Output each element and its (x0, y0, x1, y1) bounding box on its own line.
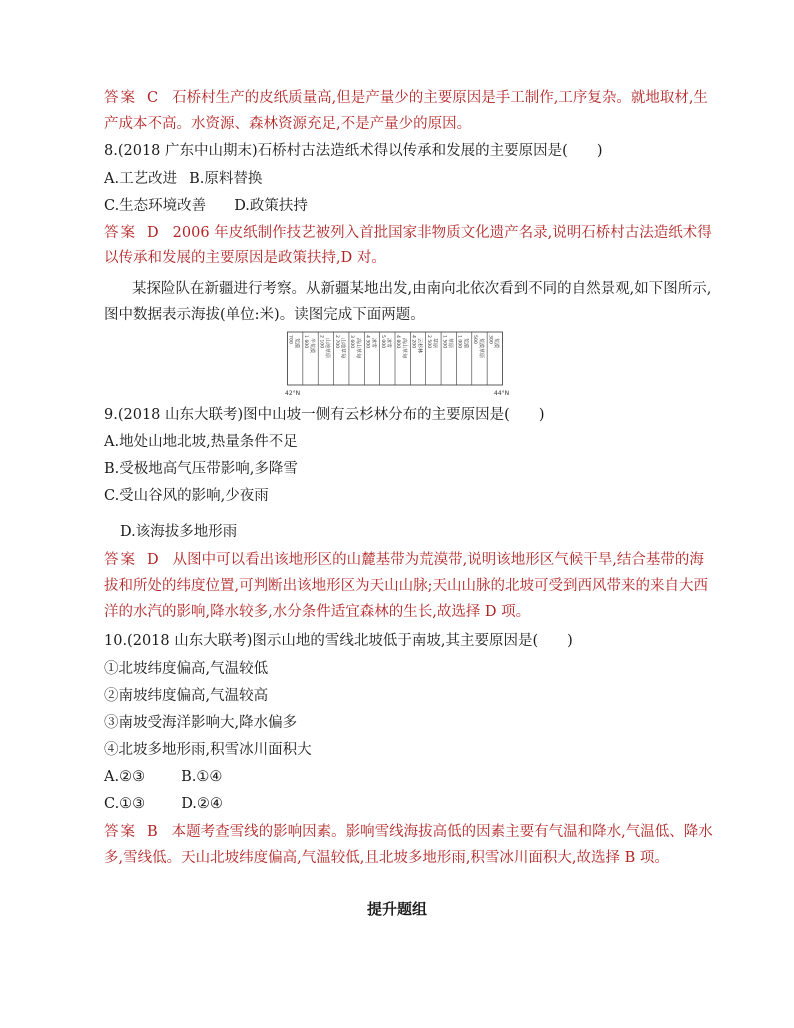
q8-option-b: B.原料替换 (189, 171, 263, 187)
landscape-label: 荒漠草原 (477, 338, 484, 359)
elevation-label: 4 200 (410, 335, 416, 349)
q10-answer-line-2: 多,雪线低。天山北坡纬度偏高,气温较低,且北坡多地形雨,积雪冰川面积大,故选择 B 项。 (104, 850, 669, 866)
answer-label: 答案 (104, 552, 137, 568)
q9-option-b: B.受极地高气压带影响,多降雪 (104, 461, 298, 477)
passage-line-2: 图中数据表示海拔(单位:米)。读图完成下面两题。 (104, 307, 425, 323)
q10-options-row-2 (104, 794, 223, 814)
answer-text: 从图中可以看出该地形区的山麓基带为荒漠带,说明该地形区气候干旱,结合基带的海 (172, 552, 704, 568)
passage-line-1: 某探险队在新疆进行考察。从新疆某地出发,由南向北依次看到不同的自然景观,如下图所示, (132, 281, 712, 297)
elevation-label: 2 700 (333, 335, 339, 349)
answer-label: 答案 (104, 90, 137, 106)
landscape-label: 高山草甸 (354, 338, 361, 359)
elevation-label: 2 100 (318, 335, 324, 349)
q10-item-2: ②南坡纬度偏高,气温较高 (104, 688, 269, 704)
q10-options-row-1 (104, 767, 222, 787)
landscape-label: 山地草甸 (339, 338, 346, 359)
answer-choice: B (147, 824, 158, 840)
q10-answer-line-1 (104, 822, 713, 842)
q8-option-a: A.工艺改进 (104, 171, 178, 187)
q9-option-c: C.受山谷风的影响,少夜雨 (104, 488, 269, 504)
q7-answer-line-2: 产成本不高。水资源、森林资源充足,不是产量少的原因。 (104, 116, 472, 132)
q10-stem: 10.(2018 山东大联考)图示山地的雪线北坡低于南坡,其主要原因是( ) (104, 633, 573, 649)
landscape-label: 冰雪 (370, 338, 377, 349)
answer-choice: D (147, 225, 159, 241)
landscape-label: 草原 (447, 338, 454, 349)
landscape-label: 半荒漠 (308, 338, 315, 354)
q9-option-a: A.地处山地北坡,热量条件不足 (104, 434, 298, 450)
landscape-label: 荒漠 (293, 338, 300, 349)
q8-options-row-2 (104, 196, 308, 216)
answer-text: 本题考查雪线的影响因素。影响雪线海拔高低的因素主要有气温和降水,气温低、降水 (171, 824, 713, 840)
elevation-label: 300 (487, 335, 493, 344)
south-latitude-label: 42°N (285, 390, 301, 397)
q9-answer-line-2: 拔和所处的纬度位置,可判断出该地形区为天山山脉;天山山脉的北坡可受到西风带来的来自大西 (104, 578, 708, 594)
elevation-label: 1 600 (303, 335, 309, 349)
landscape-diagram (287, 330, 517, 400)
q10-option-d: D.②④ (181, 796, 223, 812)
landscape-label: 草原 (431, 338, 438, 349)
elevation-label: 1 000 (456, 335, 462, 349)
q10-item-3: ③南坡受海洋影响大,降水偏多 (104, 715, 298, 731)
answer-label: 答案 (104, 225, 137, 241)
landscape-label: 高山草甸 (401, 338, 407, 359)
q9-answer-line-3: 洋的水汽的影响,降水较多,水分条件适宜森林的生长,故选择 D 项。 (104, 604, 531, 620)
north-latitude-label: 44°N (494, 390, 510, 397)
q8-answer-line-1 (104, 223, 712, 243)
q8-option-d: D.政策扶持 (234, 198, 308, 214)
answer-choice: D (147, 552, 159, 568)
elevation-label: 5 000 (379, 335, 385, 349)
answer-choice: C (147, 90, 159, 106)
elevation-label: 1 500 (441, 335, 447, 349)
q10-item-4: ④北坡多地形雨,积雪冰川面积大 (104, 742, 312, 758)
elevation-label: 4 300 (364, 335, 370, 349)
answer-label: 答案 (104, 824, 137, 840)
q8-stem: 8.(2018 广东中山期末)石桥村古法造纸术得以传承和发展的主要原因是( ) (104, 143, 603, 159)
q7-answer-line-1 (104, 88, 708, 108)
elevation-label: 2 500 (425, 335, 431, 349)
landscape-label: 冰雪 (385, 338, 392, 349)
q10-option-a: A.②③ (104, 769, 146, 785)
q8-option-c: C.生态环境改善 (104, 198, 207, 214)
landscape-label: 荒漠 (493, 338, 500, 349)
elevation-label: 3 600 (349, 335, 355, 349)
elevation-label: 500 (471, 335, 477, 344)
q9-option-d: D.该海拔多地形雨 (120, 524, 238, 540)
q9-stem: 9.(2018 山东大联考)图中山坡一侧有云杉林分布的主要原因是( ) (104, 407, 545, 423)
answer-text: 2006 年皮纸制作技艺被列入首批国家非物质文化遗产名录,说明石桥村古法造纸术得 (172, 225, 712, 241)
q10-option-b: B.①④ (181, 769, 223, 785)
landscape-label: 荒漠 (462, 338, 469, 349)
elevation-label: 4 800 (395, 335, 401, 349)
q8-options-row-1 (104, 169, 262, 189)
q9-answer-line-1 (104, 550, 704, 570)
q10-option-c: C.①③ (104, 796, 146, 812)
landscape-label: 山地草原 (324, 338, 331, 359)
answer-text: 石桥村生产的皮纸质量高,但是产量少的主要原因是手工制作,工序复杂。就地取材,生 (172, 90, 708, 106)
landscape-figure (287, 330, 517, 404)
q10-item-1: ①北坡纬度偏高,气温较低 (104, 661, 269, 677)
landscape-label: 云杉林 (416, 338, 423, 354)
q8-answer-line-2: 以传承和发展的主要原因是政策扶持,D 对。 (104, 250, 386, 266)
elevation-label: 700 (287, 335, 293, 344)
section-title: 提升题组 (366, 900, 427, 918)
